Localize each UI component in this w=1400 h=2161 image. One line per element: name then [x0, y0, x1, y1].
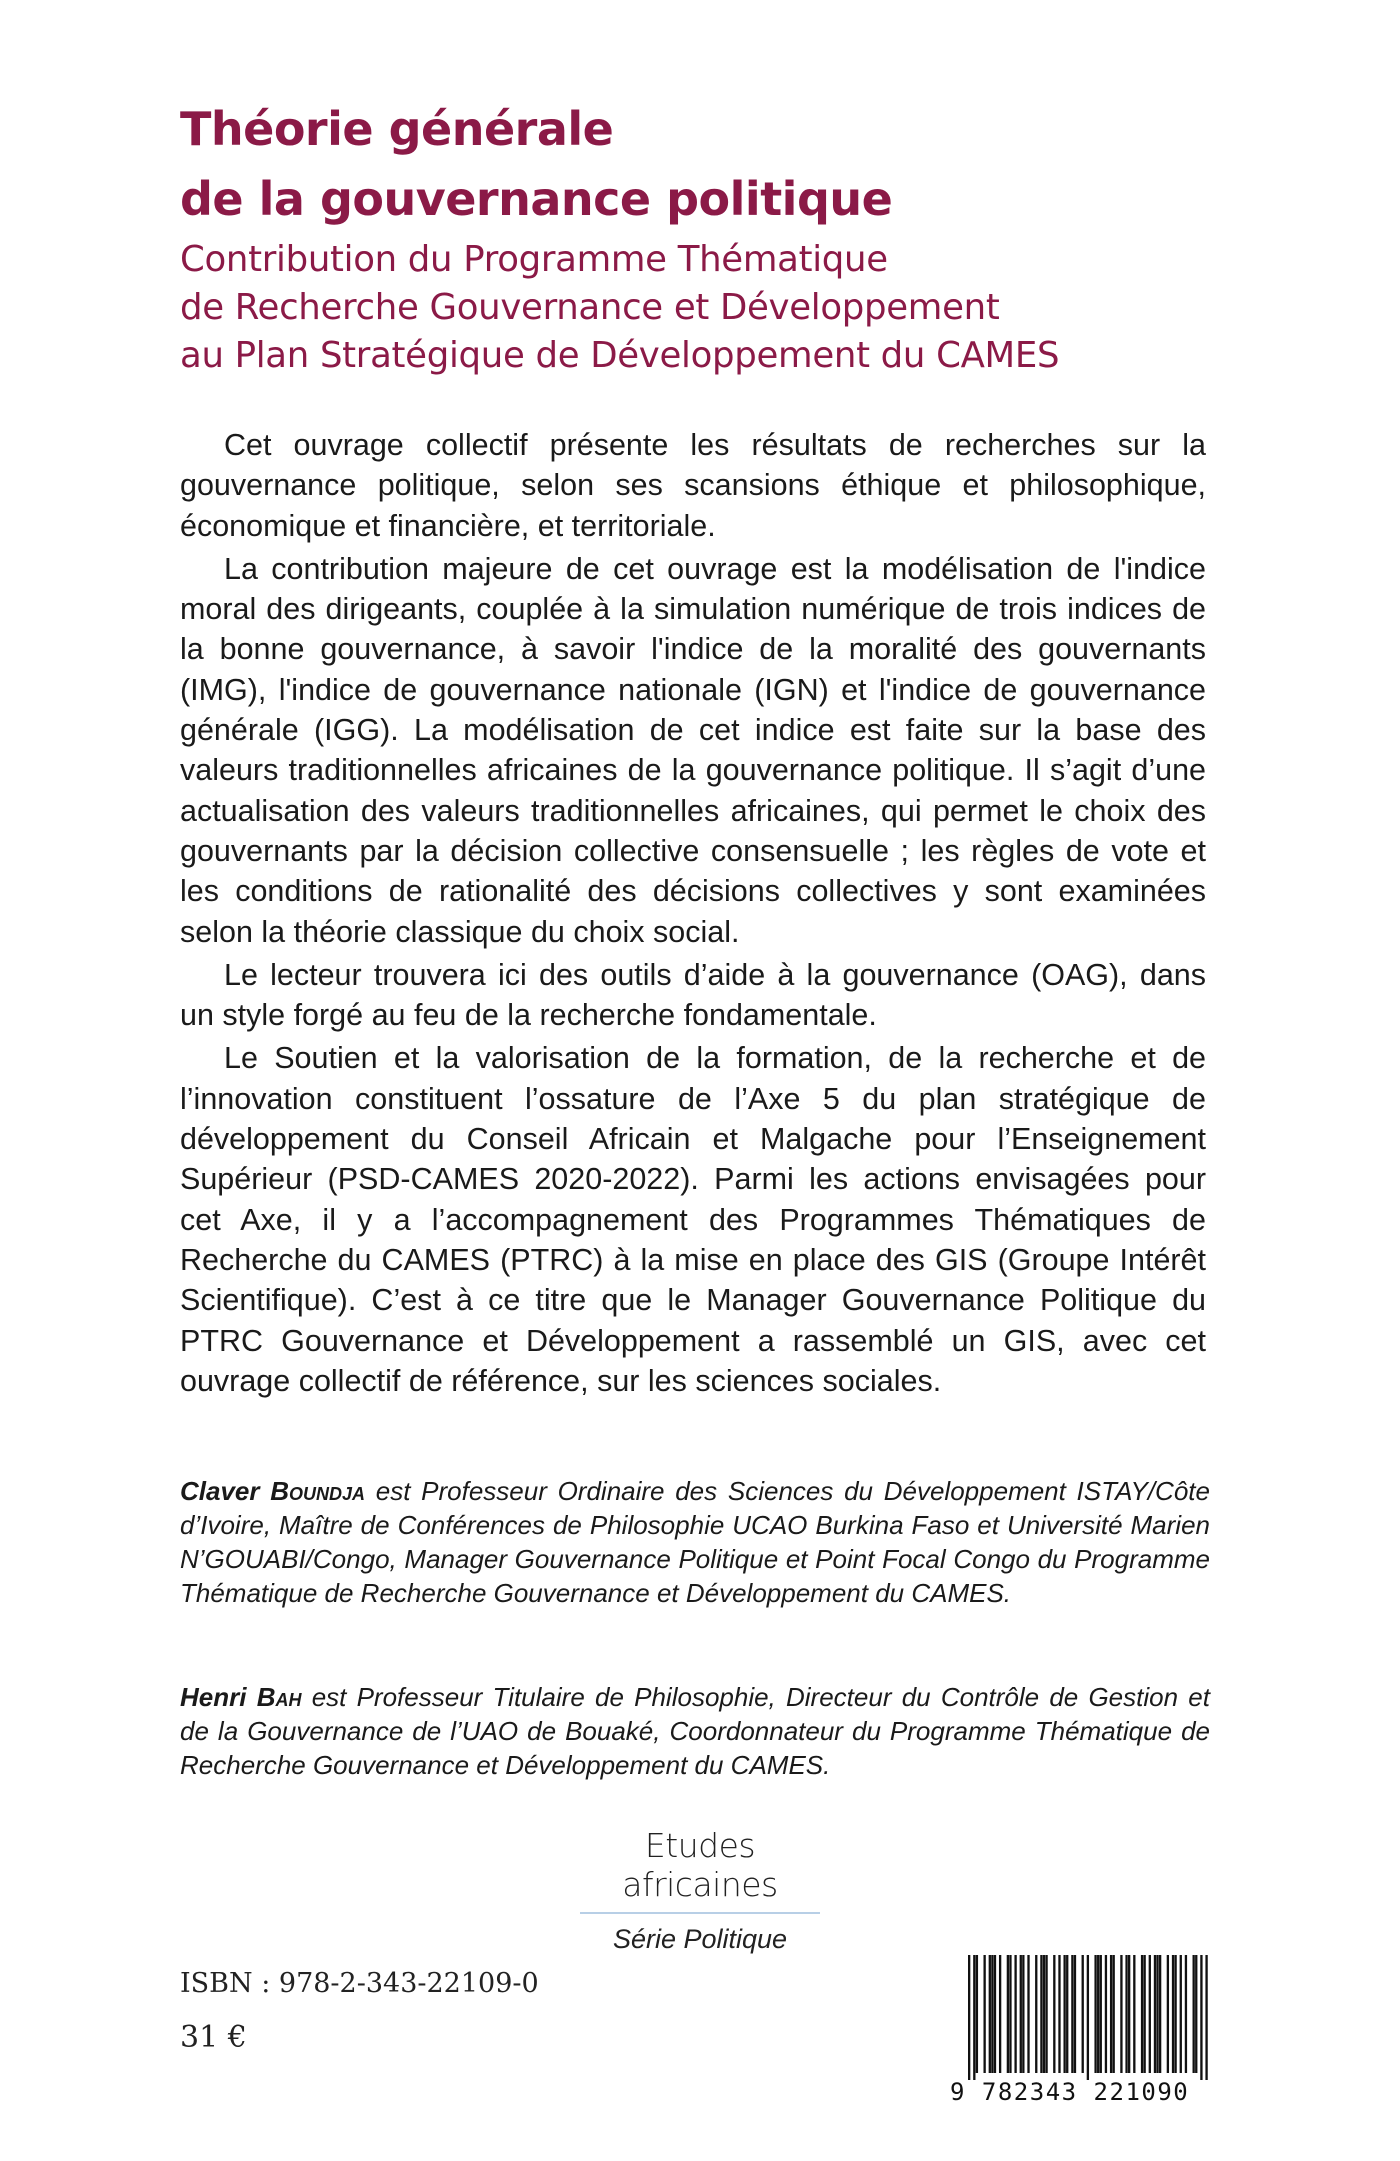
barcode-bar: [1087, 1955, 1089, 2080]
barcode-bar: [1100, 1955, 1102, 2073]
barcode: [968, 1955, 1208, 2080]
barcode-bar: [1082, 1955, 1084, 2073]
barcode-bar: [999, 1955, 1001, 2073]
barcode-bar: [1180, 1955, 1182, 2073]
barcode-bar: [1053, 1955, 1055, 2073]
isbn: ISBN : 978-2-343-22109-0: [180, 1968, 539, 1999]
barcode-bar: [1105, 1955, 1107, 2073]
barcode-bar: [1110, 1955, 1112, 2073]
barcode-bar: [1022, 1955, 1024, 2073]
barcode-bar: [1014, 1955, 1016, 2073]
barcode-bar: [1074, 1955, 1076, 2073]
barcode-bar: [1174, 1955, 1176, 2073]
author-1-first-name: Claver: [180, 1476, 260, 1506]
subtitle-line-1: Contribution du Programme Thématique: [180, 239, 888, 280]
barcode-bar: [1195, 1955, 1197, 2073]
barcode-bar: [1045, 1955, 1047, 2073]
blurb-paragraph-4: Le Soutien et la valorisation de la formation, de la recherche et de l’innovation constituent l’ossature de l’Axe 5 du plan stratégique de développement du Conseil Africain et Malgache pour l’Enseignement Supérieur (PSD-CAMES 2020-2022). Parmi les actions envisagées pour cet Axe, il y a l’accompagnement des Programmes Thématiques de Recherche du CAMES (PTRC) à la mise en place des GIS (Groupe Intérêt Scientifique). C’est à ce titre que le Manager Gouvernance Politique du PTRC Gouvernance et Développement a rassemblé un GIS, avec cet ouvrage collectif de référence, sur les sciences sociales.: [180, 1041, 1206, 1398]
barcode-bar: [1143, 1955, 1145, 2073]
barcode-bar: [991, 1955, 993, 2073]
barcode-bar: [1141, 1955, 1143, 2073]
barcode-bar: [1133, 1955, 1135, 2073]
barcode-bar: [983, 1955, 985, 2073]
barcode-bar: [1066, 1955, 1068, 2073]
book-subtitle: [180, 236, 1240, 380]
barcode-bar: [1156, 1955, 1158, 2073]
book-title: [180, 94, 1230, 234]
author-bio-1: [180, 1474, 1210, 1610]
barcode-bar: [1185, 1955, 1187, 2073]
barcode-bar: [973, 1955, 975, 2080]
barcode-bar: [1149, 1955, 1151, 2073]
barcode-bar: [1020, 1955, 1022, 2073]
blurb-paragraph-1: Cet ouvrage collectif présente les résultats de recherches sur la gouvernance politique, selon ses scansions éthique et philosophique, économique et financière, et territoriale.: [180, 428, 1206, 543]
barcode-bar: [1125, 1955, 1127, 2073]
barcode-bar: [1193, 1955, 1195, 2073]
price: 31 €: [180, 2020, 247, 2055]
author-1-last-name: Boundja: [270, 1476, 366, 1506]
subtitle-line-3: au Plan Stratégique de Développement du CAMES: [180, 335, 1060, 376]
author-1-bio-text: est Professeur Ordinaire des Sciences du Développement ISTAY/Côte d’Ivoire, Maître de Conférences de Philosophie UCAO Burkina Faso et Université Marien N’GOUABI/Congo, Manager Gouvernance Politique et Point Focal Congo du Programme Thématique de Recherche Gouvernance et Développement du CAMES.: [180, 1476, 1210, 1608]
barcode-bar: [1094, 1955, 1096, 2073]
barcode-bar: [1205, 1955, 1207, 2080]
barcode-bar: [1009, 1955, 1011, 2073]
barcode-bar: [1071, 1955, 1073, 2073]
barcode-bar: [1035, 1955, 1037, 2073]
barcode-bar: [1200, 1955, 1202, 2080]
barcode-bar: [1167, 1955, 1169, 2073]
barcode-number: 9 782343 221090: [950, 2078, 1190, 2106]
subtitle-line-2: de Recherche Gouvernance et Développement: [180, 287, 1000, 328]
author-bio-2: [180, 1680, 1210, 1782]
series-block: [580, 1826, 820, 1955]
series-name: Etudes africaines: [580, 1826, 820, 1914]
barcode-bar: [1154, 1955, 1156, 2073]
barcode-bar: [1027, 1955, 1029, 2073]
barcode-bar: [968, 1955, 970, 2080]
barcode-bar: [1063, 1955, 1065, 2073]
series-subtitle: Série Politique: [612, 1924, 788, 1954]
barcode-bar: [1058, 1955, 1060, 2073]
barcode-bar: [1040, 1955, 1042, 2073]
barcode-bar: [1172, 1955, 1174, 2073]
blurb-paragraph-2: La contribution majeure de cet ouvrage est la modélisation de l'indice moral des dirigeants, couplée à la simulation numérique de trois indices de la bonne gouvernance, à savoir l'indice de la moralité des gouvernants (IMG), l'indice de gouvernance nationale (IGN) et l'indice de gouvernance générale (IGG). La modélisation de cet indice est faite sur la base des valeurs traditionnelles africaines de la gouvernance politique. Il s’agit d’une actualisation des valeurs traditionnelles africaines, qui permet le choix des gouvernants par la décision collective consensuelle ; les règles de vote et les conditions de rationalité des décisions collectives y sont examinées selon la théorie classique du choix social.: [180, 551, 1206, 949]
barcode-bar: [1097, 1955, 1099, 2073]
blurb-paragraph-3: Le lecteur trouvera ici des outils d’aide à la gouvernance (OAG), dans un style forgé au feu de la recherche fondamentale.: [180, 957, 1206, 1033]
barcode-bar: [989, 1955, 991, 2073]
barcode-bar: [1159, 1955, 1161, 2073]
blurb: [180, 425, 1206, 1404]
barcode-bar: [994, 1955, 996, 2073]
author-2-last-name: Bah: [256, 1682, 302, 1712]
author-2-first-name: Henri: [180, 1682, 247, 1712]
author-2-bio-text: est Professeur Titulaire de Philosophie, Directeur du Contrôle de Gestion et de la Gouvernance de l’UAO de Bouaké, Coordonnateur du Programme Thématique de Recherche Gouvernance et Développement du CAMES.: [180, 1682, 1210, 1780]
barcode-bar: [1120, 1955, 1122, 2073]
barcode-bar: [976, 1955, 978, 2073]
title-line-1: Théorie générale: [180, 102, 614, 156]
barcode-bar: [1007, 1955, 1009, 2073]
title-line-2: de la gouvernance politique: [180, 172, 893, 226]
barcode-bar: [1128, 1955, 1130, 2073]
barcode-bar: [1113, 1955, 1115, 2073]
barcode-bar: [1043, 1955, 1045, 2073]
